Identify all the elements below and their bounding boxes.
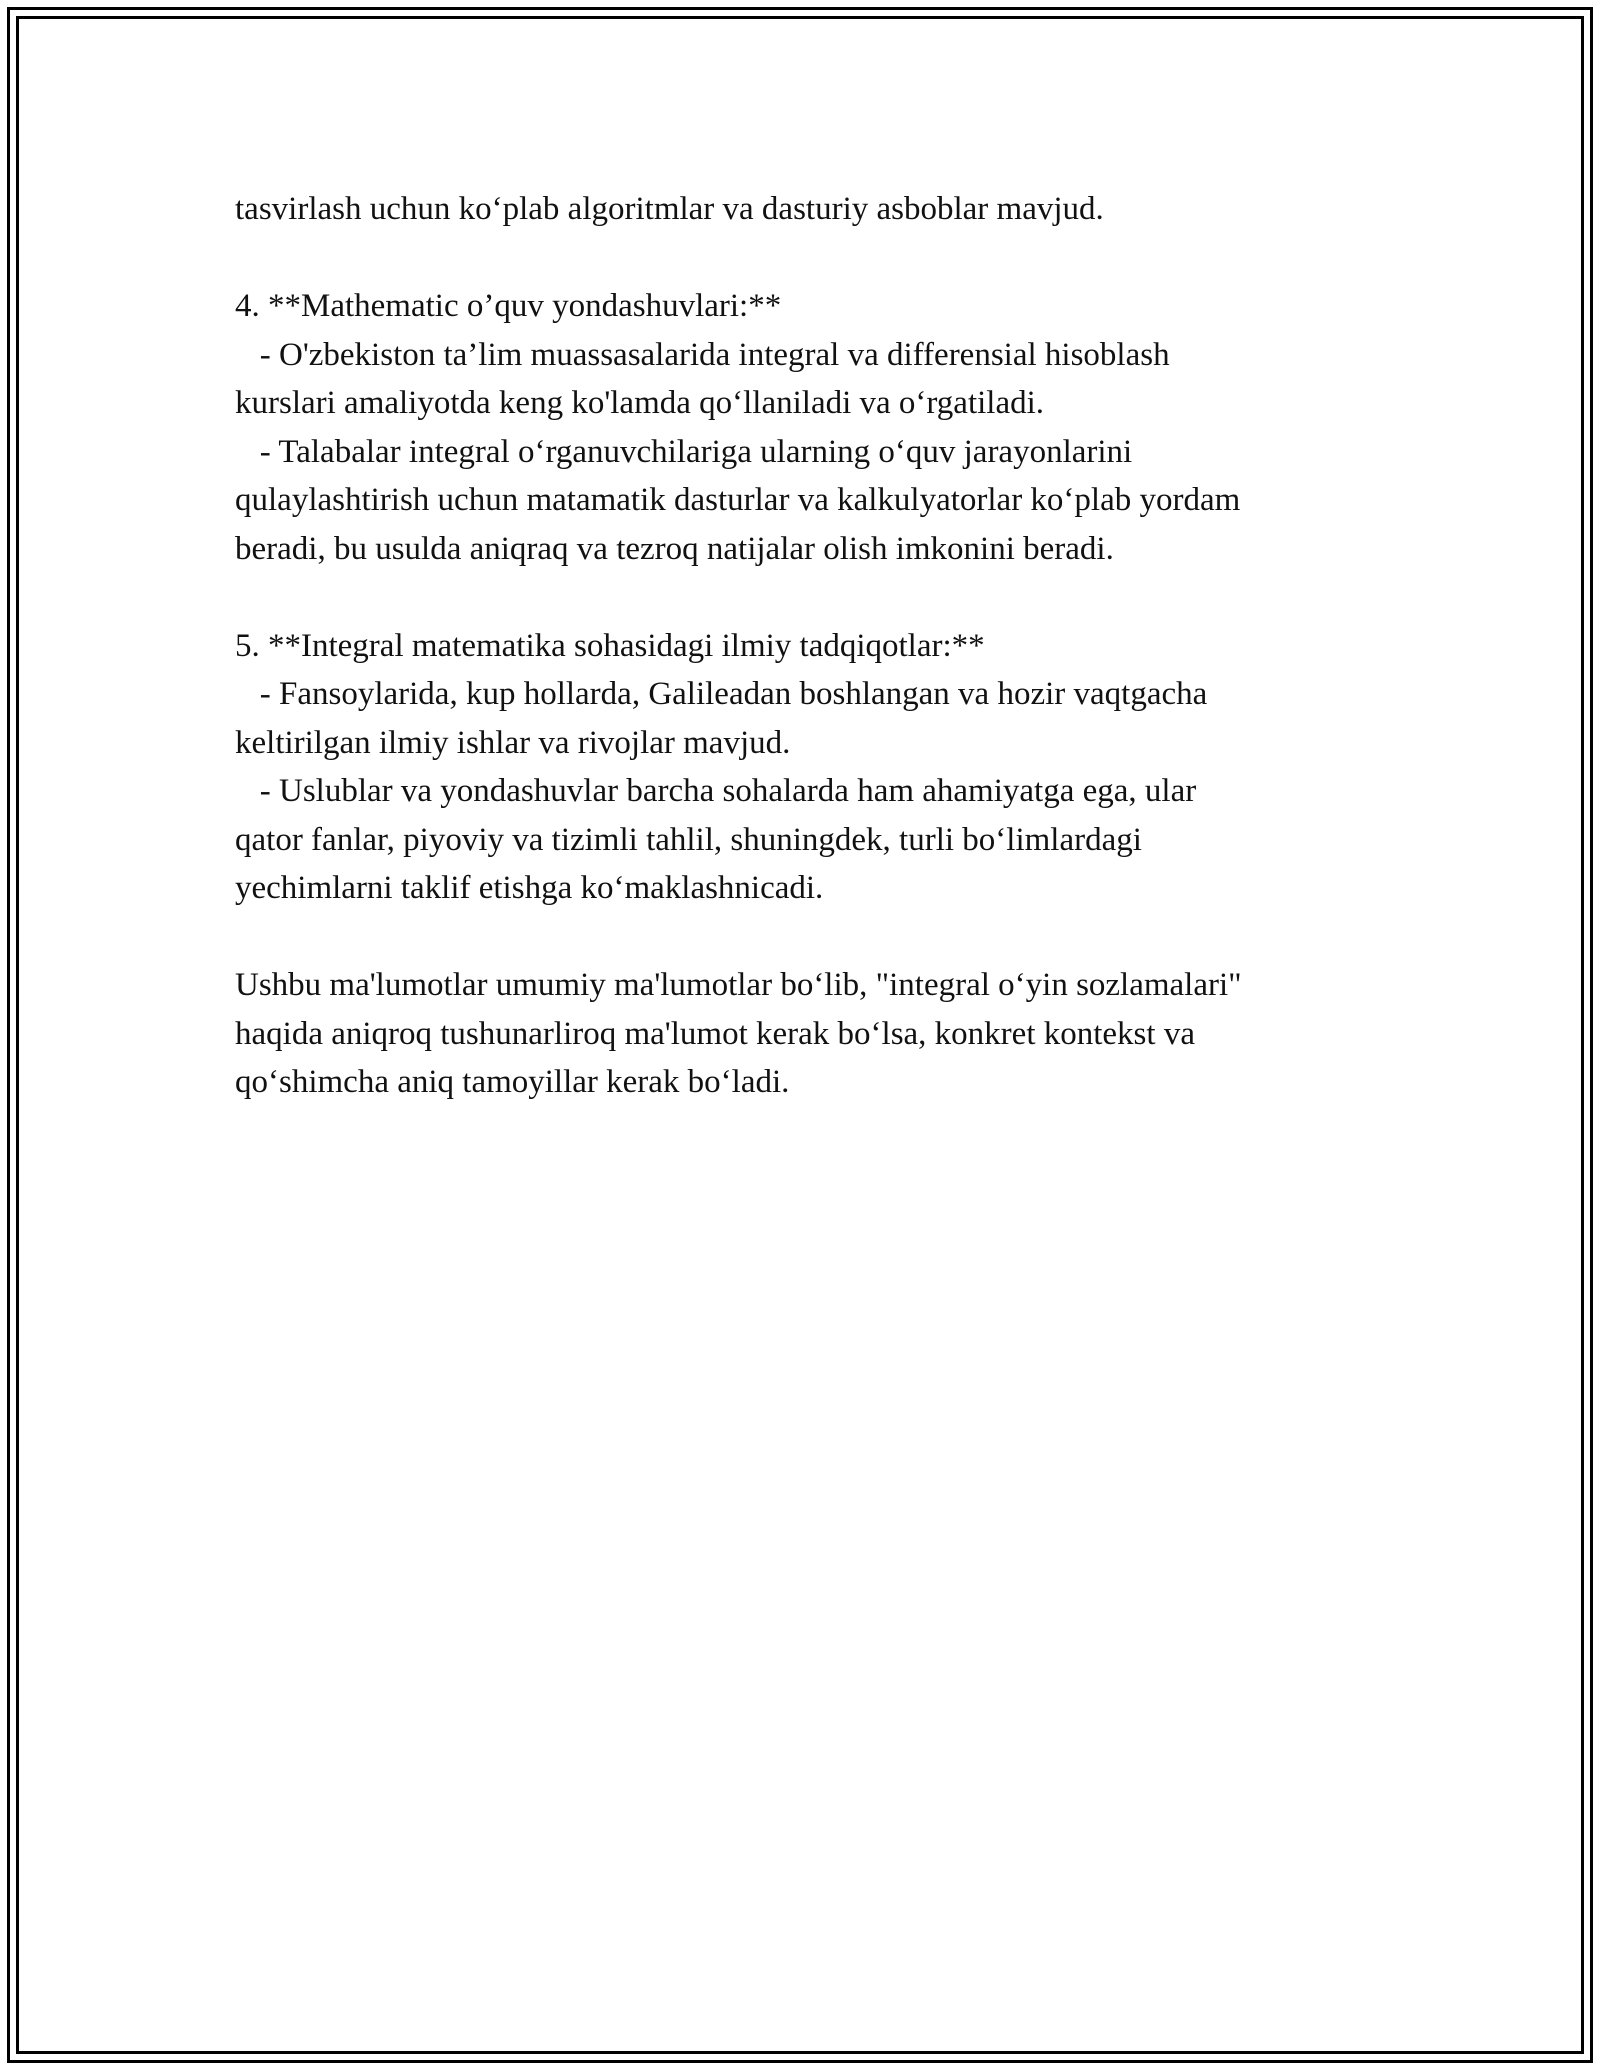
document-body xyxy=(235,185,1395,1107)
section-4-bullet-1: - O'zbekiston ta’lim muassasalarida integral va differensial hisoblash kurslari amaliyotda keng ko'lamda qo‘llaniladi va o‘rgatiladi. xyxy=(235,336,1170,421)
section-5-bullet-2: - Uslublar va yondashuvlar barcha sohalarda ham ahamiyatga ega, ular qator fanlar, piyoviy va tizimli tahlil, shuningdek, turli bo‘limlardagi yechimlarni taklif etishga ko‘maklashnicadi. xyxy=(235,773,1197,906)
section-5-bullet-1: - Fansoylarida, kup hollarda, Galileadan boshlangan va hozir vaqtgacha keltirilgan ilmiy ishlar va rivojlar mavjud. xyxy=(235,676,1208,761)
paragraph-gap xyxy=(235,913,1395,962)
paragraph-gap xyxy=(235,573,1395,622)
paragraph-gap xyxy=(235,234,1395,283)
closing-paragraph: Ushbu ma'lumotlar umumiy ma'lumotlar bo‘lib, "integral o‘yin sozlamalari" haqida aniqroq tushunarliroq ma'lumot kerak bo‘lsa, konkret kontekst va qo‘shimcha aniq tamoyillar kerak bo‘ladi. xyxy=(235,967,1242,1100)
paragraph-continuation: tasvirlash uchun ko‘plab algoritmlar va dasturiy asboblar mavjud. xyxy=(235,191,1104,227)
section-5-heading: 5. **Integral matematika sohasidagi ilmiy tadqiqotlar:** xyxy=(235,627,985,664)
section-4-heading: 4. **Mathematic o’quv yondashuvlari:** xyxy=(235,288,782,324)
section-4-bullet-2: - Talabalar integral o‘rganuvchilariga ularning o‘quv jarayonlarini qulaylashtirish uchun matamatik dasturlar va kalkulyatorlar ko‘plab yordam beradi, bu usulda aniqraq va tezroq natijalar olish imkonini beradi. xyxy=(235,433,1241,567)
